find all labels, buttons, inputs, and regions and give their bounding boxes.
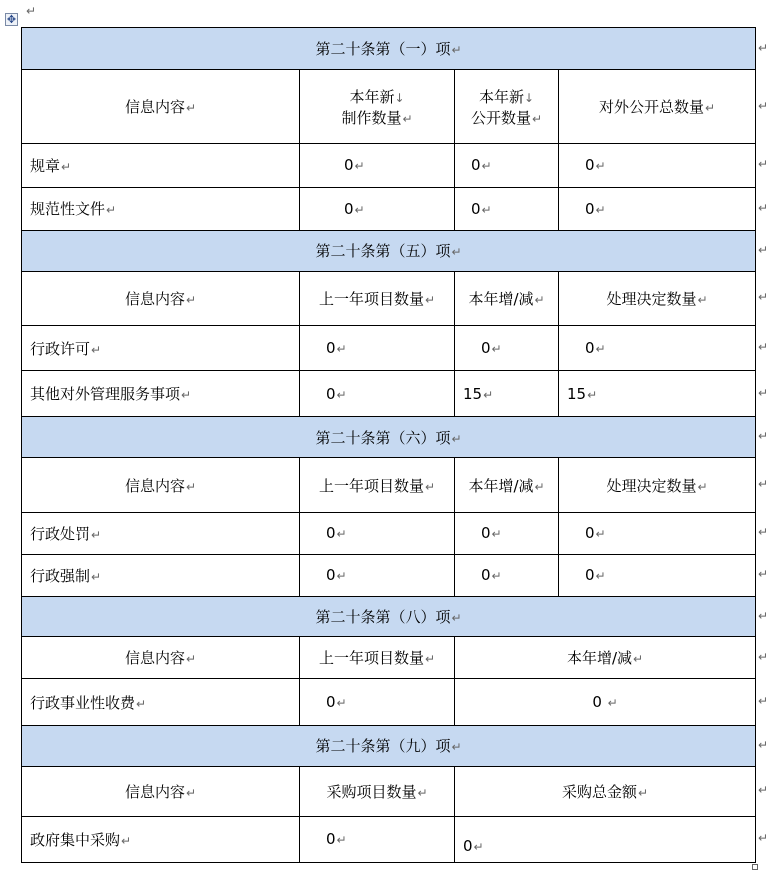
cell-value: 0↵ <box>300 326 455 371</box>
table-header-row <box>22 70 756 144</box>
cell-value: 0↵ <box>300 816 455 862</box>
cell-value: 0↵ <box>300 144 455 187</box>
disclosure-table <box>21 27 756 863</box>
cell-value: 0↵ <box>559 554 756 596</box>
table-row <box>22 144 756 187</box>
row-end-mark: ↵ <box>758 429 769 444</box>
cell-value: 0↵ <box>559 187 756 230</box>
section-title-row <box>22 28 756 70</box>
row-end-mark: ↵ <box>758 831 769 846</box>
row-end-mark: ↵ <box>758 340 769 355</box>
row-label: 行政处罚↵ <box>22 512 300 554</box>
row-end-mark: ↵ <box>758 290 769 305</box>
section-title-row <box>22 417 756 458</box>
cell-value: 0↵ <box>455 512 559 554</box>
section-title-row <box>22 596 756 636</box>
section-title-row <box>22 230 756 271</box>
section-title: 第二十条第（五）项↵ <box>22 230 756 271</box>
cell-value: 0↵ <box>559 512 756 554</box>
header-cell: 上一年项目数量↵ <box>300 458 455 512</box>
section-title: 第二十条第（九）项↵ <box>22 726 756 766</box>
table-row <box>22 187 756 230</box>
table-header-row <box>22 766 756 816</box>
header-cell: 本年增/减↵ <box>455 271 559 325</box>
cell-value: 0 ↵ <box>455 679 756 726</box>
header-cell: 采购项目数量↵ <box>300 766 455 816</box>
table-header-row <box>22 271 756 325</box>
row-end-mark: ↵ <box>758 525 769 540</box>
section-title: 第二十条第（八）项↵ <box>22 596 756 636</box>
header-cell: 信息内容↵ <box>22 70 300 144</box>
cell-value: 0↵ <box>559 144 756 187</box>
row-end-mark: ↵ <box>758 242 769 257</box>
table-row <box>22 326 756 371</box>
row-label: 其他对外管理服务事项↵ <box>22 371 300 417</box>
row-label: 规范性文件↵ <box>22 187 300 230</box>
row-label: 政府集中采购↵ <box>22 816 300 862</box>
section-title-row <box>22 726 756 766</box>
cell-value: 0↵ <box>300 679 455 726</box>
cell-value: 0↵ <box>300 371 455 417</box>
header-cell: 信息内容↵ <box>22 766 300 816</box>
move-cross-icon[interactable]: ✥ <box>6 13 17 26</box>
header-cell: 信息内容↵ <box>22 458 300 512</box>
cell-value: 15↵ <box>559 371 756 417</box>
cell-value: 0↵ <box>455 816 756 862</box>
row-end-mark: ↵ <box>758 40 769 55</box>
cell-value: 0↵ <box>455 144 559 187</box>
table-row <box>22 512 756 554</box>
table-row <box>22 371 756 417</box>
row-end-mark: ↵ <box>758 98 769 113</box>
row-end-mark: ↵ <box>758 783 769 798</box>
header-cell: 处理决定数量↵ <box>559 271 756 325</box>
cell-value: 0↵ <box>455 326 559 371</box>
header-cell: 信息内容↵ <box>22 637 300 679</box>
table-row <box>22 554 756 596</box>
header-cell: 本年新↓ 公开数量↵ <box>455 70 559 144</box>
table-row <box>22 679 756 726</box>
row-end-mark: ↵ <box>758 649 769 664</box>
header-cell: 处理决定数量↵ <box>559 458 756 512</box>
header-cell: 本年增/减↵ <box>455 458 559 512</box>
row-label: 行政强制↵ <box>22 554 300 596</box>
cell-value: 0↵ <box>455 554 559 596</box>
row-label: 行政事业性收费↵ <box>22 679 300 726</box>
header-cell: 本年新↓ 制作数量↵ <box>300 70 455 144</box>
cell-value: 15↵ <box>455 371 559 417</box>
row-end-mark: ↵ <box>758 200 769 215</box>
row-end-mark: ↵ <box>758 477 769 492</box>
header-cell: 上一年项目数量↵ <box>300 637 455 679</box>
cell-value: 0↵ <box>559 326 756 371</box>
header-cell: 本年增/减↵ <box>455 637 756 679</box>
row-end-mark: ↵ <box>758 694 769 709</box>
table-header-row <box>22 637 756 679</box>
header-cell: 对外公开总数量↵ <box>559 70 756 144</box>
cell-value: 0↵ <box>300 512 455 554</box>
header-cell: 上一年项目数量↵ <box>300 271 455 325</box>
row-end-mark: ↵ <box>758 385 769 400</box>
section-title: 第二十条第（六）项↵ <box>22 417 756 458</box>
cell-value: 0↵ <box>300 554 455 596</box>
cell-value: 0↵ <box>455 187 559 230</box>
table-resize-handle[interactable] <box>752 864 758 870</box>
cell-value: 0↵ <box>300 187 455 230</box>
row-label: 规章↵ <box>22 144 300 187</box>
row-end-mark: ↵ <box>758 567 769 582</box>
row-end-mark: ↵ <box>758 157 769 172</box>
row-end-mark: ↵ <box>758 608 769 623</box>
table-row <box>22 816 756 862</box>
row-label: 行政许可↵ <box>22 326 300 371</box>
row-end-mark: ↵ <box>758 737 769 752</box>
section-title: 第二十条第（一）项↵ <box>22 28 756 70</box>
header-cell: 采购总金额↵ <box>455 766 756 816</box>
paragraph-mark: ↵ <box>26 4 37 18</box>
table-header-row <box>22 458 756 512</box>
header-cell: 信息内容↵ <box>22 271 300 325</box>
